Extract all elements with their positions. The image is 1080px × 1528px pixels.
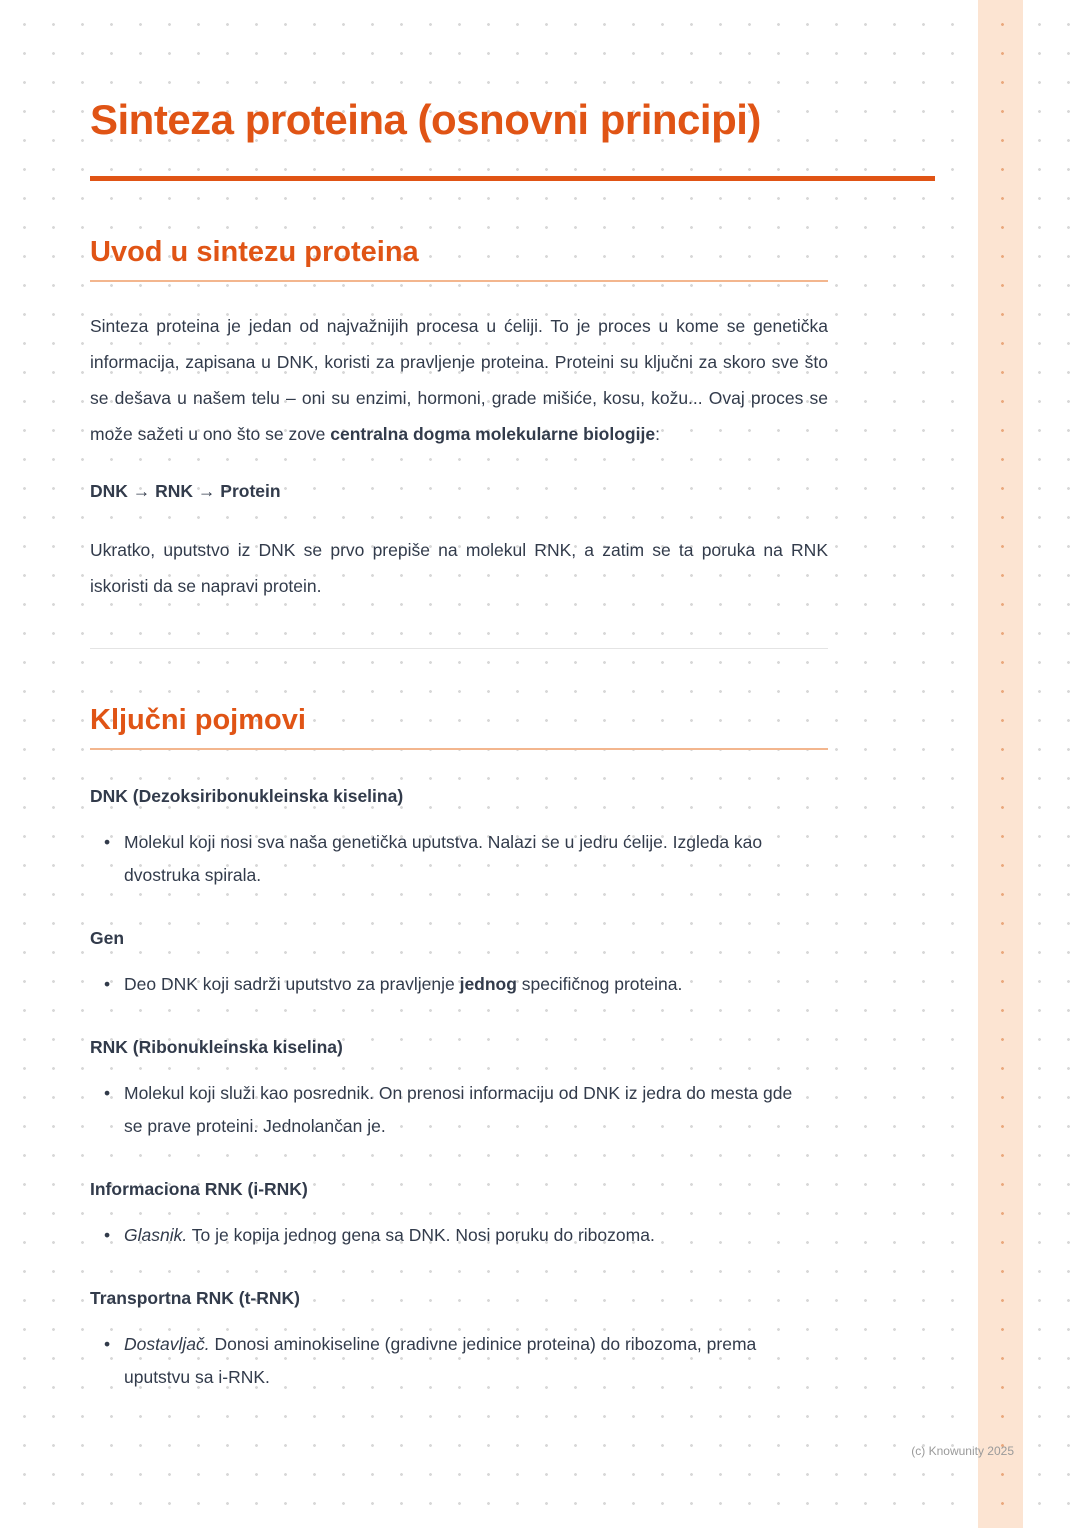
term-bullet-text	[124, 1219, 804, 1252]
term-bullet-text	[124, 1328, 804, 1394]
bullet-post: Donosi aminokiseline (gradivne jedinice proteina) do ribozoma, prema uputstvu sa i-RNK.	[124, 1333, 757, 1387]
term-bullet-text	[124, 826, 804, 892]
section-heading-terms: Ključni pojmovi	[90, 703, 306, 736]
copyright-footer: (c) Knowunity 2025	[911, 1444, 1014, 1458]
intro-paragraph-1-text: Sinteza proteina je jedan od najvažnijih procesa u ćeliji. To je proces u kome se genetička informacija, zapisana u DNK, koristi za pravljenje proteina. Proteini su ključni za skoro sve što se dešava u našem telu – oni su enzimi, hormoni, grade mišiće, kosu, kožu... Ovaj proces se može sažeti u ono što se zove	[90, 315, 828, 444]
bullet-italic: Glasnik.	[124, 1224, 188, 1245]
bullet-post: specifičnog proteina.	[516, 973, 683, 994]
bullet-icon: •	[104, 1224, 111, 1245]
page-title: Sinteza proteina (osnovni principi)	[90, 96, 761, 143]
term-bullet-irnk	[104, 1219, 804, 1252]
intro-paragraph-1-bold: centralna dogma molekularne biologije	[330, 423, 656, 444]
term-bullet-rnk	[104, 1077, 804, 1143]
section-heading-intro: Uvod u sintezu proteina	[90, 236, 419, 269]
term-bullet-text	[124, 1077, 804, 1143]
right-accent-stripe	[978, 0, 1023, 1528]
title-divider	[90, 176, 935, 181]
bullet-pre: Molekul koji nosi sva naša genetička uputstva. Nalazi se u jedru ćelije. Izgleda kao dvostruka spirala.	[124, 831, 763, 885]
intro-paragraph-2: Ukratko, uputstvo iz DNK se prvo prepiše na molekul RNK, a zatim se ta poruka na RNK iskoristi da se napravi protein.	[90, 539, 828, 596]
term-title-irnk: Informaciona RNK (i-RNK)	[90, 1178, 308, 1199]
bullet-icon: •	[104, 1333, 111, 1354]
bullet-icon: •	[104, 1082, 111, 1103]
term-title-dnk: DNK (Dezoksiribonukleinska kiselina)	[90, 785, 404, 806]
term-title-rnk: RNK (Ribonukleinska kiselina)	[90, 1036, 343, 1057]
bullet-post: To je kopija jednog gena sa DNK. Nosi poruku do ribozoma.	[187, 1224, 655, 1245]
bullet-italic: Dostavljač.	[124, 1333, 210, 1354]
term-title-trnk: Transportna RNK (t-RNK)	[90, 1287, 300, 1308]
section-underline	[90, 280, 828, 282]
intro-paragraph-1	[90, 308, 828, 452]
intro-paragraph-1-tail: :	[655, 423, 660, 444]
term-title-gen: Gen	[90, 927, 125, 948]
bullet-icon: •	[104, 831, 111, 852]
term-bullet-gen	[104, 968, 804, 1001]
central-dogma-line: DNK → RNK → Protein	[90, 480, 281, 501]
bullet-pre: Molekul koji služi kao posrednik. On prenosi informaciju od DNK iz jedra do mesta gde se prave proteini. Jednolančan je.	[124, 1082, 793, 1136]
bullet-pre: Deo DNK koji sadrži uputstvo za pravljenje	[124, 973, 460, 994]
bullet-icon: •	[104, 973, 111, 994]
section-underline	[90, 748, 828, 750]
bullet-bold: jednog	[459, 973, 517, 994]
term-bullet-text	[124, 968, 804, 1001]
section-separator	[90, 648, 828, 649]
term-bullet-trnk	[104, 1328, 804, 1394]
term-bullet-dnk	[104, 826, 804, 892]
